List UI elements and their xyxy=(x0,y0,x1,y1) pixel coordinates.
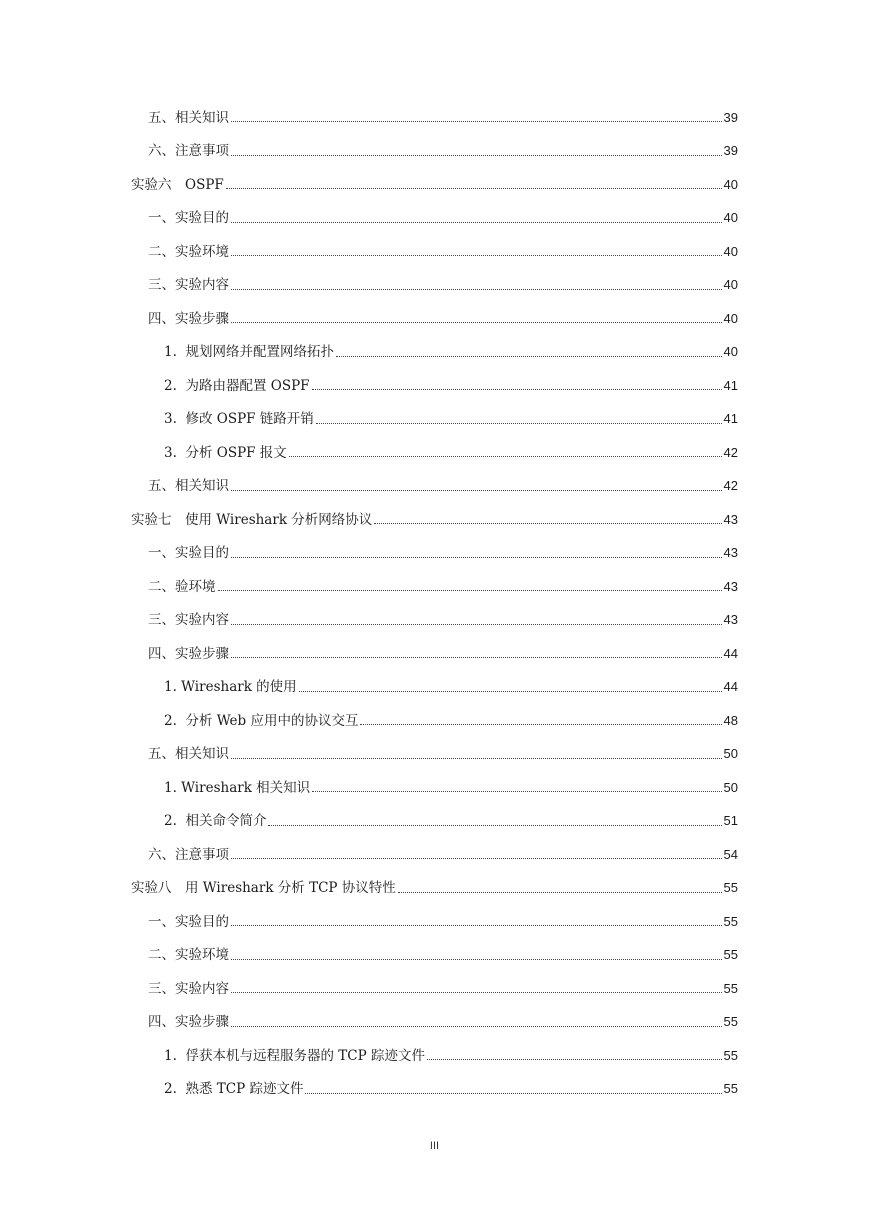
toc-entry-page: 41 xyxy=(723,377,738,393)
toc-entry[interactable] xyxy=(0,537,869,571)
toc-entry-title: 2. 为路由器配置 OSPF xyxy=(164,377,310,394)
toc-entry-title: 六、注意事项 xyxy=(148,846,229,863)
toc-dot-leader xyxy=(360,723,721,725)
toc-entry-page: 55 xyxy=(723,913,738,929)
toc-entry-page: 39 xyxy=(723,143,738,159)
toc-entry-title: 五、相关知识 xyxy=(148,746,229,763)
toc-entry[interactable] xyxy=(0,135,869,169)
toc-entry-title: 1. 规划网络并配置网络拓扑 xyxy=(164,344,334,361)
toc-entry-title: 一、实验目的 xyxy=(148,210,229,227)
toc-entry-page: 48 xyxy=(723,712,738,728)
toc-dot-leader xyxy=(289,455,722,457)
toc-chapter-entry[interactable] xyxy=(0,168,869,202)
toc-entry-title: 二、验环境 xyxy=(148,578,216,595)
toc-entry-page: 51 xyxy=(723,813,738,829)
toc-entry-page: 55 xyxy=(723,980,738,996)
toc-dot-leader xyxy=(299,690,722,692)
toc-entry-title: 1. 俘获本机与远程服务器的 TCP 踪迹文件 xyxy=(164,1047,425,1064)
toc-dot-leader xyxy=(231,991,722,993)
toc-entry[interactable] xyxy=(0,269,869,303)
toc-entry-title: 四、实验步骤 xyxy=(148,645,229,662)
toc-entry-title: 1. Wireshark 相关知识 xyxy=(164,779,311,796)
toc-entry-title: 实验七 使用 Wireshark 分析网络协议 xyxy=(131,511,373,528)
toc-entry[interactable] xyxy=(0,738,869,772)
toc-entry[interactable] xyxy=(0,637,869,671)
toc-entry-page: 42 xyxy=(723,478,738,494)
toc-dot-leader xyxy=(231,623,722,625)
toc-dot-leader xyxy=(312,790,721,792)
toc-dot-leader xyxy=(427,1058,722,1060)
table-of-contents xyxy=(0,101,869,1106)
toc-entry[interactable] xyxy=(0,939,869,973)
toc-subsection-entry[interactable] xyxy=(0,403,869,437)
toc-entry-page: 55 xyxy=(723,1047,738,1063)
toc-dot-leader xyxy=(312,388,722,390)
toc-entry-title: 四、实验步骤 xyxy=(148,310,229,327)
toc-entry-title: 三、实验内容 xyxy=(148,612,229,629)
toc-dot-leader xyxy=(336,355,722,357)
toc-entry[interactable] xyxy=(0,604,869,638)
toc-entry[interactable] xyxy=(0,302,869,336)
toc-dot-leader xyxy=(231,120,722,122)
toc-dot-leader xyxy=(231,924,722,926)
toc-entry-page: 40 xyxy=(723,344,738,360)
toc-entry-title: 2. 相关命令简介 xyxy=(164,813,267,830)
toc-dot-leader xyxy=(231,857,722,859)
toc-subsection-entry[interactable] xyxy=(0,805,869,839)
toc-subsection-entry[interactable] xyxy=(0,1073,869,1107)
toc-entry-page: 43 xyxy=(723,511,738,527)
toc-entry-page: 41 xyxy=(723,411,738,427)
toc-dot-leader xyxy=(231,254,722,256)
toc-entry-page: 40 xyxy=(723,310,738,326)
toc-dot-leader xyxy=(226,187,722,189)
toc-entry-page: 50 xyxy=(723,779,738,795)
toc-entry-title: 1. Wireshark 的使用 xyxy=(164,679,297,696)
toc-entry-title: 三、实验内容 xyxy=(148,277,229,294)
toc-entry-title: 二、实验环境 xyxy=(148,243,229,260)
toc-entry[interactable] xyxy=(0,905,869,939)
toc-dot-leader xyxy=(231,221,722,223)
toc-dot-leader xyxy=(374,522,721,524)
toc-subsection-entry[interactable] xyxy=(0,436,869,470)
toc-entry-page: 43 xyxy=(723,612,738,628)
toc-entry-page: 54 xyxy=(723,846,738,862)
toc-dot-leader xyxy=(316,422,722,424)
toc-entry-page: 39 xyxy=(723,109,738,125)
toc-entry-page: 55 xyxy=(723,947,738,963)
toc-entry[interactable] xyxy=(0,972,869,1006)
toc-entry-title: 2. 分析 Web 应用中的协议交互 xyxy=(164,712,359,729)
toc-dot-leader xyxy=(231,757,722,759)
toc-subsection-entry[interactable] xyxy=(0,369,869,403)
toc-entry[interactable] xyxy=(0,202,869,236)
toc-subsection-entry[interactable] xyxy=(0,671,869,705)
toc-entry-page: 55 xyxy=(723,880,738,896)
toc-entry-page: 44 xyxy=(723,645,738,661)
toc-entry-page: 40 xyxy=(723,277,738,293)
toc-dot-leader xyxy=(231,288,722,290)
toc-entry-title: 实验六 OSPF xyxy=(131,176,224,193)
toc-dot-leader xyxy=(305,1092,721,1094)
toc-entry-page: 55 xyxy=(723,1081,738,1097)
toc-subsection-entry[interactable] xyxy=(0,1039,869,1073)
toc-subsection-entry[interactable] xyxy=(0,336,869,370)
toc-entry[interactable] xyxy=(0,1006,869,1040)
toc-entry-page: 50 xyxy=(723,746,738,762)
toc-entry-title: 3. 分析 OSPF 报文 xyxy=(164,444,287,461)
toc-entry-title: 3. 修改 OSPF 链路开销 xyxy=(164,411,314,428)
toc-entry-title: 二、实验环境 xyxy=(148,947,229,964)
toc-entry-page: 40 xyxy=(723,210,738,226)
toc-dot-leader xyxy=(231,321,722,323)
toc-entry[interactable] xyxy=(0,838,869,872)
toc-entry-title: 五、相关知识 xyxy=(148,109,229,126)
toc-entry[interactable] xyxy=(0,570,869,604)
toc-entry-title: 实验八 用 Wireshark 分析 TCP 协议特性 xyxy=(131,880,396,897)
toc-entry[interactable] xyxy=(0,101,869,135)
toc-entry-title: 一、实验目的 xyxy=(148,545,229,562)
toc-entry-title: 2. 熟悉 TCP 踪迹文件 xyxy=(164,1081,304,1098)
toc-subsection-entry[interactable] xyxy=(0,771,869,805)
toc-entry-page: 43 xyxy=(723,578,738,594)
toc-entry-page: 40 xyxy=(723,243,738,259)
toc-dot-leader xyxy=(231,556,722,558)
toc-entry-title: 四、实验步骤 xyxy=(148,1014,229,1031)
toc-dot-leader xyxy=(398,891,722,893)
toc-dot-leader xyxy=(268,824,721,826)
toc-entry-title: 五、相关知识 xyxy=(148,478,229,495)
toc-dot-leader xyxy=(231,656,722,658)
toc-chapter-entry[interactable] xyxy=(0,503,869,537)
toc-dot-leader xyxy=(231,154,722,156)
toc-chapter-entry[interactable] xyxy=(0,872,869,906)
toc-entry-page: 40 xyxy=(723,176,738,192)
toc-entry[interactable] xyxy=(0,235,869,269)
toc-entry-page: 43 xyxy=(723,545,738,561)
toc-entry-title: 三、实验内容 xyxy=(148,980,229,997)
toc-dot-leader xyxy=(231,958,722,960)
toc-dot-leader xyxy=(231,1025,722,1027)
toc-entry[interactable] xyxy=(0,470,869,504)
toc-entry-page: 42 xyxy=(723,444,738,460)
toc-entry-title: 一、实验目的 xyxy=(148,913,229,930)
toc-entry-page: 55 xyxy=(723,1014,738,1030)
toc-dot-leader xyxy=(231,489,722,491)
toc-subsection-entry[interactable] xyxy=(0,704,869,738)
page-number-footer: III xyxy=(429,1140,440,1152)
toc-entry-page: 44 xyxy=(723,679,738,695)
toc-dot-leader xyxy=(218,589,722,591)
toc-entry-title: 六、注意事项 xyxy=(148,143,229,160)
